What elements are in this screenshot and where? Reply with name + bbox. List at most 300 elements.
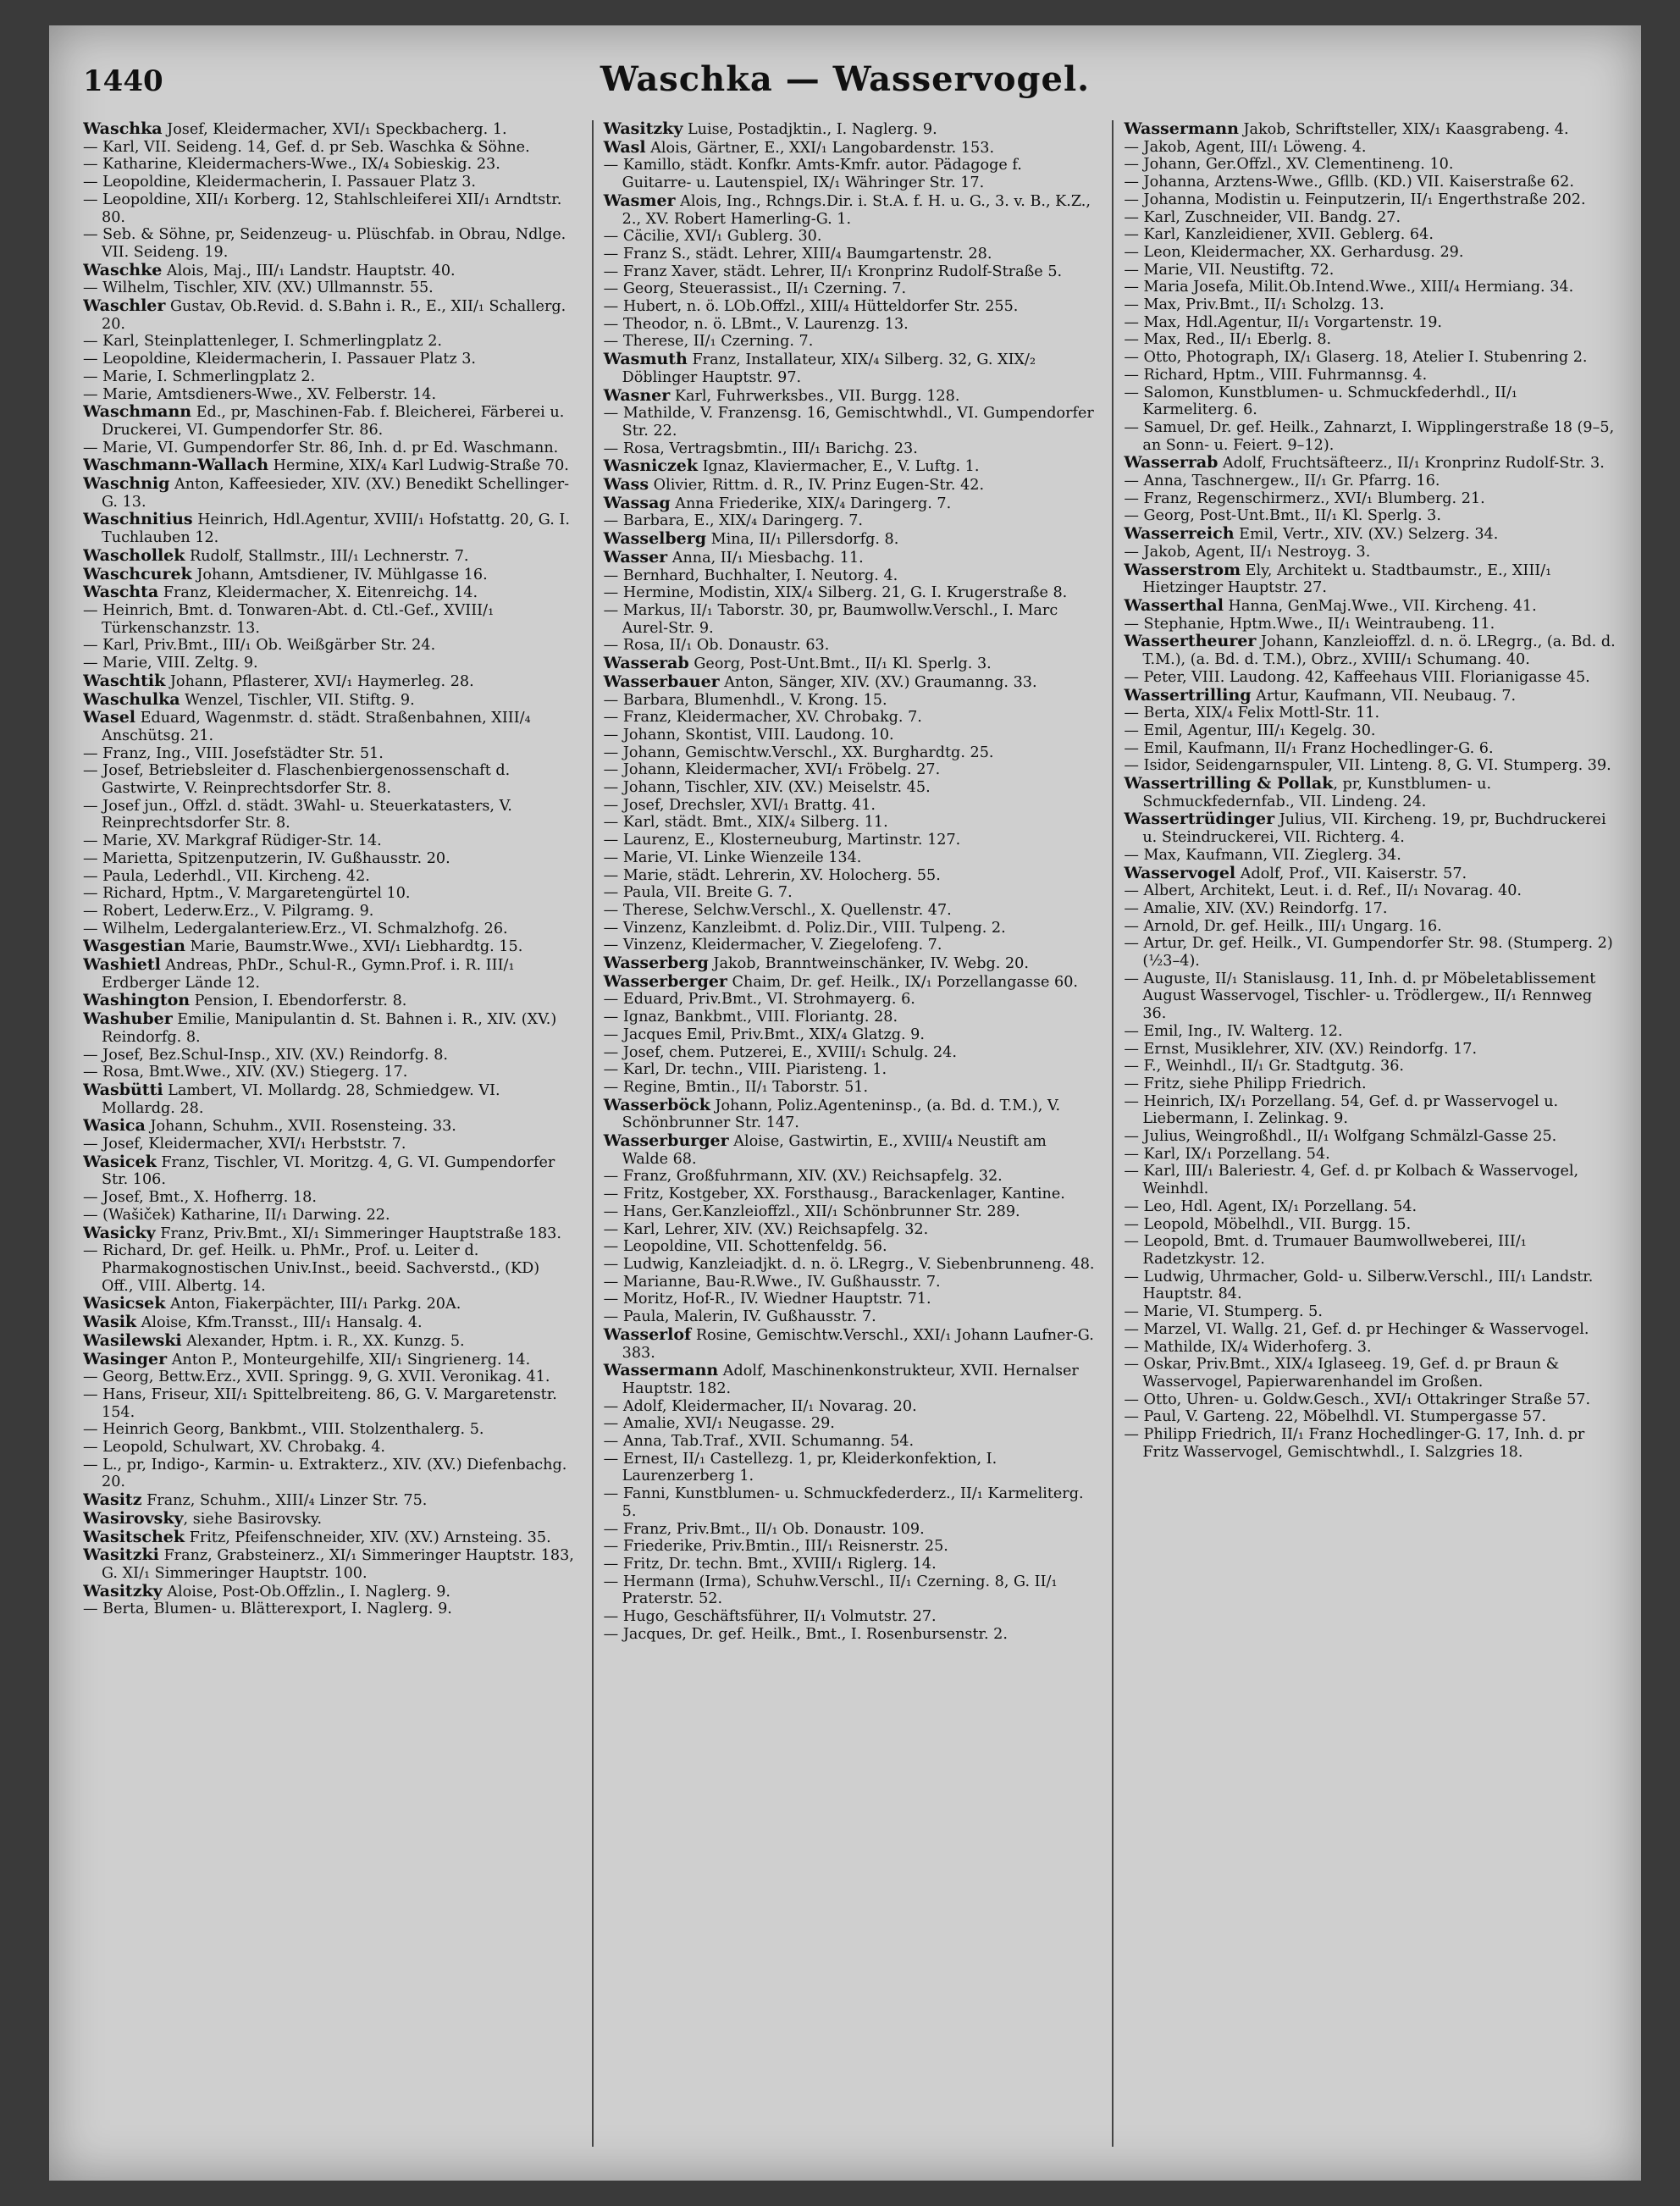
entry-text: Aloise, Kfm.Transst., III/₁ Hansalg. 4. [136,1314,423,1332]
entry-text: — Auguste, II/₁ Stanislausg. 11, Inh. d. pr Möbeletablissement August Wasservogel, Tischler- u. Trödlergew., II/₁ Rennweg 36. [1124,970,1596,1023]
directory-entry [83,602,575,637]
entry-text: — Ignaz, Bankbmt., VIII. Floriantg. 28. [603,1009,898,1026]
directory-entry [83,1295,575,1313]
directory-entry [1124,331,1616,349]
directory-entry [604,512,1096,530]
directory-entry [604,797,1096,815]
directory-entry [1124,597,1616,616]
entry-text: — Leopoldine, XII/₁ Korberg. 12, Stahlschleiferei XII/₁ Arndtstr. 80. [83,191,562,226]
entry-text: — Josef, Bez.Schul-Insp., XIV. (XV.) Reindorfg. 8. [83,1046,449,1064]
directory-entry [604,1626,1096,1644]
entry-text: — Fritz, Kostgeber, XX. Forsthausg., Barackenlager, Kantine. [603,1186,1065,1203]
directory-entry [604,1415,1096,1433]
entry-surname: Wasserburger [603,1131,729,1151]
entry-text: — Josef, Bmt., X. Hofherrg. 18. [83,1189,317,1207]
directory-entry [83,333,575,351]
directory-page [49,25,1641,2181]
entry-text: — Leopoldine, Kleidermacherin, I. Passauer Platz 3. [83,351,477,368]
entry-text: — Karl, IX/₁ Porzellang. 54. [1124,1145,1330,1163]
directory-entry [604,298,1096,316]
entry-text: — Cäcilie, XVI/₁ Gublerg. 30. [603,228,822,246]
entry-surname: Wasik [83,1313,137,1332]
entry-text: — Hermann (Irma), Schuhw.Verschl., II/₁ Czerning. 8, G. II/₁ Praterstr. 52. [603,1573,1058,1608]
entry-surname: Waschnitius [83,510,193,529]
directory-entry [1124,1041,1616,1059]
entry-surname: Wasitschek [83,1527,185,1546]
directory-entry [604,655,1096,673]
directory-entry [604,637,1096,655]
entry-text: — F., Weinhdl., II/₁ Gr. Stadtgutg. 36. [1124,1058,1405,1075]
entry-text: — Franz, Großfuhrmann, XIV. (XV.) Reichsapfelg. 32. [603,1168,1003,1186]
directory-entry [604,920,1096,937]
directory-entry [1124,244,1616,262]
directory-entry [83,709,575,744]
entry-text: Alois, Ing., Rchngs.Dir. i. St.A. f. H. u. G., 3. v. B., K.Z., 2., XV. Robert Hamerling-G. 1. [622,192,1091,228]
directory-entry [604,1026,1096,1044]
entry-text: — Leopold, Schulwart, XV. Chrobakg. 4. [83,1439,385,1457]
entry-text: — Marie, VI. Gumpendorfer Str. 86, Inh. d. pr Ed. Waschmann. [83,439,559,456]
entry-text: — Fanni, Kunstblumen- u. Schmuckfederderz., II/₁ Karmeliterg. 5. [603,1485,1084,1520]
directory-entry [604,1451,1096,1485]
directory-entry [604,387,1096,406]
entry-text: — Georg, Steuerassist., II/₁ Czerning. 7. [603,280,907,298]
entry-text: — Vinzenz, Kleidermacher, V. Ziegelofeng. 7. [603,937,942,954]
entry-text: — Leopold, Möbelhdl., VII. Burgg. 15. [1124,1215,1412,1233]
entry-surname: Wasservogel [1124,863,1236,882]
entry-surname: Waschcurek [83,564,192,583]
directory-entry [1124,757,1616,775]
directory-entry [83,279,575,297]
entry-text: Franz, Installateur, XIX/₄ Silberg. 32, G. XIX/₂ Döblinger Hauptstr. 97. [622,351,1036,386]
directory-entry [1124,900,1616,918]
entry-text: — Karl, Dr. techn., VIII. Piaristeng. 1. [603,1061,887,1079]
directory-entry [83,868,575,886]
directory-entry [1124,616,1616,633]
directory-entry [83,297,575,333]
entry-text: — Leopoldine, Kleidermacherin, I. Passauer Platz 3. [83,174,477,191]
directory-entry [83,1421,575,1439]
directory-entry [1124,314,1616,332]
entry-surname: Wassermann [603,1361,719,1380]
entry-text: Fritz, Pfeifenschneider, XIV. (XV.) Arnsteing. 35. [185,1529,551,1546]
directory-entry [1124,1163,1616,1197]
entry-text: — Marie, städt. Lehrerin, XV. Holocherg. 55. [603,866,941,884]
directory-entry [1124,191,1616,209]
directory-entry [83,1136,575,1153]
entry-text: Rosine, Gemischtw.Verschl., XXI/₁ Johann Laufner-G. 383. [622,1326,1094,1362]
directory-entry [604,1433,1096,1451]
entry-text: Anton, Fiakerpächter, III/₁ Parkg. 20A. [165,1296,461,1313]
entry-text: — Paul, V. Garteng. 22, Möbelhdl. VI. Stumpergasse 57. [1124,1408,1546,1426]
directory-entry [604,673,1096,692]
entry-surname: Waschmann [83,402,192,422]
entry-text: — Marie, I. Schmerlingplatz 2. [83,368,316,385]
entry-text: Josef, Kleidermacher, XVI/₁ Speckbacherg. 1. [162,121,507,138]
entry-text: Chaim, Dr. gef. Heilk., IX/₁ Porzellangasse 60. [727,973,1078,991]
directory-entry [1124,1303,1616,1321]
directory-entry [604,779,1096,797]
entry-text: Anton, Kaffeesieder, XIV. (XV.) Benedikt Schellinger-G. 13. [102,476,570,511]
directory-entry [1124,1075,1616,1093]
entry-text: — Jakob, Agent, III/₁ Löweng. 4. [1124,138,1367,156]
directory-entry [604,549,1096,567]
directory-entry [1124,367,1616,384]
directory-entry [83,885,575,903]
directory-entry [604,333,1096,351]
entry-text: — Marie, VII. Neustiftg. 72. [1124,261,1335,279]
entry-text: — Albert, Architekt, Leut. i. d. Ref., II/₁ Novarag. 40. [1124,882,1522,900]
directory-entry [83,1242,575,1295]
directory-entry [83,475,575,511]
entry-text: — Kamillo, städt. Konfkr. Amts-Kmfr. autor. Pädagoge f. Guitarre- u. Lautenspiel, IX/₁ Währinger Str. 17. [603,157,1022,192]
entry-surname: Wassag [603,493,671,512]
entry-text: , siehe Basirovsky. [183,1510,323,1528]
directory-entry [83,566,575,584]
directory-entry [1124,544,1616,561]
entry-text: Alexander, Hptm. i. R., XX. Kunzg. 5. [181,1332,465,1350]
directory-entry [1124,1408,1616,1426]
entry-text: — Georg, Bettw.Erz., XVII. Springg. 9, G. XVII. Veronikag. 41. [83,1368,550,1386]
entry-surname: Wasitzki [83,1545,159,1565]
entry-text: — Hubert, n. ö. LOb.Offzl., XIII/₄ Hütteldorfer Str. 255. [603,298,1019,316]
entry-text: — Berta, Blumen- u. Blätterexport, I. Naglerg. 9. [83,1601,452,1618]
directory-entry [83,368,575,386]
directory-entry [1124,775,1616,810]
directory-entry [83,511,575,546]
entry-surname: Waschulka [83,689,180,709]
entry-text: — Josef jun., Offzl. d. städt. 3Wahl- u. Steuerkatasters, V. Reinprechtsdorfer Str. 8. [83,797,512,832]
entry-surname: Wasel [83,708,136,727]
directory-entry [83,762,575,797]
entry-surname: Waschnig [83,474,170,494]
directory-entry [83,937,575,956]
directory-entry [83,139,575,157]
entry-text: Franz, Schuhm., XIII/₄ Linzer Str. 75. [141,1492,428,1510]
entry-text: — Josef, Drechsler, XVI/₁ Brattg. 41. [603,796,876,814]
directory-entry [83,1601,575,1618]
entry-text: — Heinrich Georg, Bankbmt., VIII. Stolzenthalerg. 5. [83,1421,484,1439]
entry-text: , pr, Kunstblumen- u. Schmuckfedernfab., VII. Lindeng. 24. [1142,776,1492,810]
entry-text: — Salomon, Kunstblumen- u. Schmuckfederhdl., II/₁ Karmeliterg. 6. [1124,384,1517,419]
entry-text: — Marie, VI. Stumperg. 5. [1124,1303,1323,1321]
directory-entry [604,973,1096,992]
directory-entry [604,530,1096,549]
directory-entry [604,1362,1096,1397]
entry-text: — Amalie, XVI/₁ Neugasse. 29. [603,1415,835,1433]
entry-text: Artur, Kaufmann, VII. Neubaug. 7. [1251,687,1517,705]
directory-entry [83,1081,575,1117]
entry-text: Franz, Grabsteinerz., XI/₁ Simmeringer Hauptstr. 183, G. XI/₁ Simmeringer Hauptstr. 100. [102,1547,574,1582]
entry-text: — Max, Red., II/₁ Eberlg. 8. [1124,331,1332,349]
directory-entry [604,991,1096,1009]
entry-surname: Wasserbauer [603,672,720,691]
directory-entry [604,1203,1096,1221]
directory-entry [1124,1198,1616,1216]
entry-surname: Wasner [603,385,671,405]
directory-entry [1124,935,1616,970]
entry-text: Franz, Priv.Bmt., XI/₁ Simmeringer Hauptstraße 183. [155,1225,561,1242]
entry-text: — Johann, Gemischtw.Verschl., XX. Burghardtg. 25. [603,744,994,761]
entry-surname: Wasserreich [1124,524,1235,544]
entry-text: Mina, II/₁ Pillersdorfg. 8. [706,531,899,549]
entry-text: — Vinzenz, Kanzleibmt. d. Poliz.Dir., VIII. Tulpeng. 2. [603,919,1006,937]
entry-text: — Franz, Ing., VIII. Josefstädter Str. 51. [83,744,384,762]
entry-text: — Karl, Lehrer, XIV. (XV.) Reichsapfelg. 32. [603,1220,929,1238]
entry-text: — Rosa, Vertragsbmtin., III/₁ Barichg. 23. [603,440,918,457]
directory-entry [1124,454,1616,473]
directory-entry [1124,1356,1616,1390]
entry-text: — Heinrich, IX/₁ Porzellang. 54, Gef. d. pr Wasservogel u. Liebermann, I. Zelinkag. 9. [1124,1092,1559,1128]
entry-surname: Wass [603,475,649,495]
entry-text: — Johanna, Arztens-Wwe., Gfllb. (KD.) VII. Kaiserstraße 62. [1124,174,1574,191]
directory-entry [83,156,575,174]
directory-entry [1124,1426,1616,1461]
directory-entry [1124,1128,1616,1146]
entry-text: — Fritz, Dr. techn. Bmt., XVIII/₁ Riglerg. 14. [603,1555,937,1573]
directory-entry [604,1556,1096,1573]
entry-text: Adolf, Maschinenkonstrukteur, XVII. Hernalser Hauptstr. 182. [622,1363,1079,1397]
entry-surname: Wasserab [603,654,689,673]
directory-entry [604,902,1096,920]
directory-entry [83,1546,575,1582]
entry-text: — Richard, Hptm., VIII. Fuhrmannsg. 4. [1124,366,1428,384]
entry-text: Aloise, Gastwirtin, E., XVIII/₄ Neustift am Walde 68. [622,1133,1047,1168]
directory-entry [1124,687,1616,705]
page-header [83,59,1607,110]
entry-text: — Marianne, Bau-R.Wwe., IV. Gußhausstr. 7. [603,1273,941,1291]
entry-surname: Wassertrüdinger [1124,810,1275,829]
entry-surname: Wassertrilling & Pollak [1124,774,1334,793]
entry-text: — Anna, Taschnergew., II/₁ Gr. Pfarrg. 16. [1124,473,1440,490]
entry-text: — Franz, Regenschirmerz., XVI/₁ Blumberg. 21. [1124,489,1485,507]
entry-text: Hanna, GenMaj.Wwe., VII. Kircheng. 41. [1223,597,1537,615]
entry-text: — Katharine, Kleidermachers-Wwe., IX/₄ Sobieskig. 23. [83,156,500,174]
entry-text: Alois, Gärtner, E., XXI/₁ Langobardenstr. 153. [645,139,995,157]
directory-entry [604,1573,1096,1608]
directory-entry [83,191,575,226]
entry-text: Anton, Sänger, XIV. (XV.) Graumanng. 33. [719,673,1037,691]
directory-entry [604,1097,1096,1132]
entry-text: — Hugo, Geschäftsführer, II/₁ Volmutstr. 27. [603,1608,937,1626]
directory-entry [604,1398,1096,1416]
directory-entry [1124,209,1616,227]
directory-entry [604,280,1096,298]
entry-text: — Jakob, Agent, II/₁ Nestroyg. 3. [1124,543,1371,561]
entry-text: Marie, Baumstr.Wwe., XVI/₁ Liebhardtg. 15. [185,938,523,956]
entry-text: — Regine, Bmtin., II/₁ Taborstr. 51. [603,1078,869,1096]
entry-text: Alois, Maj., III/₁ Landstr. Hauptstr. 40. [162,262,456,279]
entry-surname: Wasselberg [603,529,707,549]
entry-surname: Wasicky [83,1223,156,1242]
directory-entry [604,263,1096,281]
entry-text: — Leopold, Bmt. d. Trumauer Baumwollweberei, III/₁ Radetzkystr. 12. [1124,1233,1527,1268]
entry-text: — Mathilde, IX/₄ Widerhoferg. 3. [1124,1338,1372,1356]
directory-entry [1124,226,1616,244]
entry-surname: Wasicsek [83,1294,166,1313]
entry-surname: Wasniczek [603,456,699,476]
directory-entry [1124,1023,1616,1041]
entry-text: — Johann, Ger.Offzl., XV. Clementineng. 10. [1124,156,1454,174]
entry-text: — Maria Josefa, Milit.Ob.Intend.Wwe., XIII/₄ Hermiang. 34. [1124,279,1574,296]
entry-surname: Wasserthal [1124,595,1224,615]
entry-text: Anna Friederike, XIX/₄ Daringerg. 7. [670,495,952,512]
directory-entry [604,157,1096,191]
entry-text: Pension, I. Ebendorferstr. 8. [190,992,407,1010]
entry-surname: Waschler [83,296,166,316]
directory-entry [1124,561,1616,597]
directory-entry [604,316,1096,334]
entry-text: — Fritz, siehe Philipp Friedrich. [1124,1075,1367,1092]
directory-entry [1124,882,1616,900]
entry-text: — Hans, Friseur, XII/₁ Spittelbreiteng. 86, G. V. Margaretenstr. 154. [83,1385,557,1421]
directory-entry [1124,1321,1616,1339]
entry-text: — Oskar, Priv.Bmt., XIX/₄ Iglaseeg. 19, Gef. d. pr Braun & Wasservogel, Papierwarenhandel im Großen. [1124,1356,1560,1390]
entry-text: Julius, VII. Kircheng. 19, pr, Buchdruckerei u. Steindruckerei, VII. Richterg. 4. [1142,811,1606,847]
directory-entry [83,1332,575,1351]
directory-entry [83,1510,575,1529]
entry-text: Franz, Tischler, VI. Moritzg. 4, G. VI. Gumpendorfer Str. 106. [102,1153,555,1189]
entry-surname: Wasinger [83,1349,168,1368]
directory-entry [1124,1391,1616,1409]
directory-entry [83,440,575,457]
directory-entry [83,547,575,566]
entry-text: — Heinrich, Bmt. d. Tonwaren-Abt. d. Ctl.-Gef., XVIII/₁ Türkenschanzstr. 13. [83,601,495,637]
directory-entry [1124,473,1616,490]
entry-surname: Waschmann-Wallach [83,456,269,475]
entry-text: — Amalie, XIV. (XV.) Reindorfg. 17. [1124,899,1388,917]
entry-text: — Ludwig, Uhrmacher, Gold- u. Silberw.Verschl., III/₁ Landstr. Hauptstr. 84. [1124,1268,1594,1303]
directory-entry [83,1313,575,1332]
entry-text: — Barbara, E., XIX/₄ Daringerg. 7. [603,512,863,530]
entry-surname: Wasmer [603,191,676,210]
entry-surname: Wasilewski [83,1330,182,1350]
directory-entry [1124,174,1616,191]
entry-text: — Marietta, Spitzenputzerin, IV. Gußhausstr. 20. [83,849,450,867]
entry-text: — L., pr, Indigo-, Karmin- u. Extrakterz., XIV. (XV.) Diefenbachg. 20. [83,1456,567,1491]
directory-entry [1124,847,1616,865]
entry-text: — Franz, Priv.Bmt., II/₁ Ob. Donaustr. 109. [603,1520,925,1538]
directory-entry [83,456,575,475]
entry-text: Johann, Kanzleioffzl. d. n. ö. LRegrg., (a. Bd. d. T.M.), (a. Bd. d. T.M.), Obrz., XVIII/₁ Schumang. 40. [1142,633,1616,669]
directory-entry [83,1117,575,1136]
entry-text: Emil, Vertr., XIV. (XV.) Selzerg. 34. [1234,526,1499,544]
directory-entry [83,1064,575,1081]
directory-entry [604,1009,1096,1026]
entry-surname: Wasicek [83,1152,157,1171]
directory-entry [83,1439,575,1457]
entry-text: — Johann, Kleidermacher, XVI/₁ Fröbelg. 27. [603,761,941,779]
directory-entry [604,1256,1096,1274]
entry-text: — Laurenz, E., Klosterneuburg, Martinstr. 127. [603,832,961,849]
entry-text: Wenzel, Tischler, VII. Stiftg. 9. [180,691,415,709]
directory-entry [83,403,575,439]
entry-text: Jakob, Schriftsteller, XIX/₁ Kaasgrabeng. 4. [1238,121,1569,138]
entry-text: — Leo, Hdl. Agent, IX/₁ Porzellang. 54. [1124,1197,1418,1215]
directory-column-2 [592,120,1096,2147]
entry-text: — Emil, Ing., IV. Walterg. 12. [1124,1022,1343,1040]
entry-text: Emilie, Manipulantin d. St. Bahnen i. R., XIV. (XV.) Reindorfg. 8. [102,1011,557,1046]
directory-entry [1124,349,1616,367]
directory-entry [83,262,575,280]
directory-entry [83,1583,575,1601]
directory-entry [604,709,1096,727]
directory-entry [1124,1093,1616,1128]
entry-surname: Wasserstrom [1124,560,1241,579]
entry-surname: Wasserberger [603,971,727,991]
entry-text: — Richard, Hptm., V. Margaretengürtel 10. [83,885,411,903]
directory-entry [1124,279,1616,296]
directory-entry [1124,722,1616,740]
directory-entry [604,761,1096,779]
entry-text: Rudolf, Stallmstr., III/₁ Lechnerstr. 7. [185,547,469,565]
directory-entry [604,727,1096,744]
directory-entry [604,192,1096,228]
entry-text: — Mathilde, V. Franzensg. 16, Gemischtwhdl., VI. Gumpendorfer Str. 22. [603,405,1094,440]
entry-text: — Max, Kaufmann, VII. Zieglerg. 34. [1124,846,1401,864]
entry-text: — Anna, Tab.Traf., XVII. Schumanng. 54. [603,1433,915,1451]
entry-text: — Rosa, Bmt.Wwe., XIV. (XV.) Stiegerg. 17. [83,1064,408,1081]
entry-text: Johann, Amtsdiener, IV. Mühlgasse 16. [191,566,488,583]
directory-entry [83,226,575,261]
directory-entry [604,1186,1096,1203]
entry-text: Johann, Pflasterer, XVI/₁ Haymerleg. 28. [165,672,474,690]
directory-entry [83,1153,575,1189]
entry-text: — Eduard, Priv.Bmt., VI. Strohmayerg. 6. [603,991,915,1009]
page-number: 1440 [83,64,163,98]
directory-entry [604,1485,1096,1520]
entry-text: — Ernst, Musiklehrer, XIV. (XV.) Reindorfg. 17. [1124,1040,1478,1058]
entry-text: — Julius, Weingroßhdl., II/₁ Wolfgang Schmälzl-Gasse 25. [1124,1128,1557,1146]
directory-entry [1124,740,1616,758]
entry-text: — Wilhelm, Tischler, XIV. (XV.) Ullmannstr. 55. [83,279,434,297]
directory-entry [604,1274,1096,1291]
directory-entry [83,850,575,868]
directory-entry [83,1529,575,1547]
entry-surname: Wasserrab [1124,453,1219,473]
entry-text: — Barbara, Blumenhdl., V. Krong. 15. [603,691,887,709]
directory-entry [604,602,1096,637]
entry-text: — Moritz, Hof-R., IV. Wiedner Hauptstr. 71. [603,1291,931,1308]
entry-text: — Stephanie, Hptm.Wwe., II/₁ Weintraubeng. 11. [1124,615,1495,633]
entry-surname: Wasserlof [603,1324,692,1344]
directory-entry [83,1386,575,1421]
entry-text: — Peter, VIII. Laudong. 42, Kaffeehaus VIII. Florianigasse 45. [1124,668,1590,686]
entry-surname: Wasirovsky [83,1508,184,1528]
directory-entry [83,956,575,992]
entry-text: — Ludwig, Kanzleiadjkt. d. n. ö. LRegrg., V. Siebenbrunneng. 48. [603,1256,1095,1273]
directory-entry [83,691,575,710]
directory-entry [1124,705,1616,722]
running-title: Waschka — Wasservogel. [600,59,1091,99]
directory-entry [604,440,1096,458]
directory-entry [1124,1058,1616,1075]
entry-text: — Richard, Dr. gef. Heilk. u. PhMr., Prof. u. Leiter d. Pharmakognostischen Univ.Inst., beeid. Sachverstd., (KD) Off., VIII. Albertg. 14. [83,1242,540,1295]
entry-text: — (Wašiček) Katharine, II/₁ Darwing. 22. [83,1206,390,1224]
entry-text: Luise, Postadjktin., I. Naglerg. 9. [682,121,937,138]
directory-entry [83,583,575,602]
directory-entry [1124,633,1616,668]
directory-entry [604,849,1096,867]
entry-text: — Karl, VII. Seideng. 14, Gef. d. pr Seb. Waschka & Söhne. [83,138,530,156]
directory-entry [604,351,1096,386]
directory-entry [83,120,575,139]
entry-surname: Wasser [603,547,668,567]
entry-text: — Leopoldine, VII. Schottenfeldg. 56. [603,1238,887,1256]
directory-entry [1124,156,1616,174]
directory-entry [604,744,1096,762]
directory-entry [604,405,1096,440]
entry-text: Ed., pr, Maschinen-Fab. f. Bleicherei, Färberei u. Druckerei, VI. Gumpendorfer Str. 86. [102,404,565,439]
